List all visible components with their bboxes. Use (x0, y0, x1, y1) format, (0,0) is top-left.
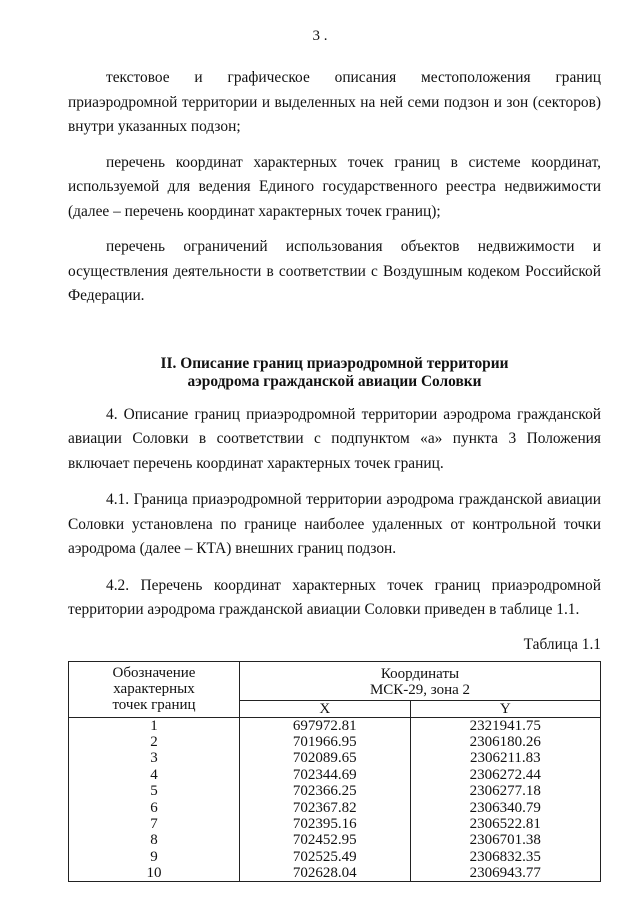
coordinates-table (68, 661, 601, 883)
document-body (68, 66, 601, 882)
section-heading-line-2: аэродрома гражданской авиации Соловки (187, 372, 482, 390)
header-coordinates-group: Координаты МСК-29, зона 2 (240, 661, 601, 700)
paragraph-text-description: текстовое и графическое описания местоположения границ приаэродромной территории и выделенных на ней семи подзон и зон (секторов) внутри указанных подзон; (68, 69, 601, 135)
paragraph-4: 4. Описание границ приаэродромной территории аэродрома гражданской авиации Соловки в соответствии с подпунктом «а» пункта 3 Положения включает перечень координат характерных точек границ. (68, 405, 601, 472)
section-heading (68, 355, 601, 391)
table-row: 2 701966.95 2306180.26 (69, 734, 601, 750)
table-row: 6 702367.82 2306340.79 (69, 799, 601, 815)
paragraph-coordinates-list: перечень координат характерных точек границ в системе координат, используемой для ведения Единого государственного реестра недвижимости (далее – перечень координат характерных точек границ); (68, 153, 601, 220)
paragraph-4-1: 4.1. Граница приаэродромной территории аэродрома гражданской авиации Соловки установлена по границе наиболее удаленных от контрольной точки аэродрома (далее – КТА) внешних границ подзон. (68, 491, 601, 557)
page-number: 3 . (312, 28, 328, 44)
section-heading-line-1: II. Описание границ приаэродромной территории (160, 354, 509, 372)
header-y: Y (410, 700, 600, 717)
table-row: 4 702344.69 2306272.44 (69, 767, 601, 783)
paragraph-restrictions-list: перечень ограничений использования объектов недвижимости и осуществления деятельности в соответствии с Воздушным кодеком Российской Федерации. (68, 238, 601, 304)
table-row: 10 702628.04 2306943.77 (69, 865, 601, 882)
table-row: 5 702366.25 2306277.18 (69, 783, 601, 799)
table-row: 8 702452.95 2306701.38 (69, 832, 601, 848)
table-row: 7 702395.16 2306522.81 (69, 816, 601, 832)
header-point-designation: Обозначение характерных точек границ (69, 661, 240, 717)
table-row: 3 702089.65 2306211.83 (69, 750, 601, 766)
header-x: X (240, 700, 411, 717)
table-caption: Таблица 1.1 (523, 635, 601, 653)
paragraph-4-2: 4.2. Перечень координат характерных точек границ приаэродромной территории аэродрома гражданской авиации Соловки приведен в таблице 1.1. (68, 576, 601, 618)
table-row: 1 697972.81 2321941.75 (69, 717, 601, 734)
table-row: 9 702525.49 2306832.35 (69, 849, 601, 865)
